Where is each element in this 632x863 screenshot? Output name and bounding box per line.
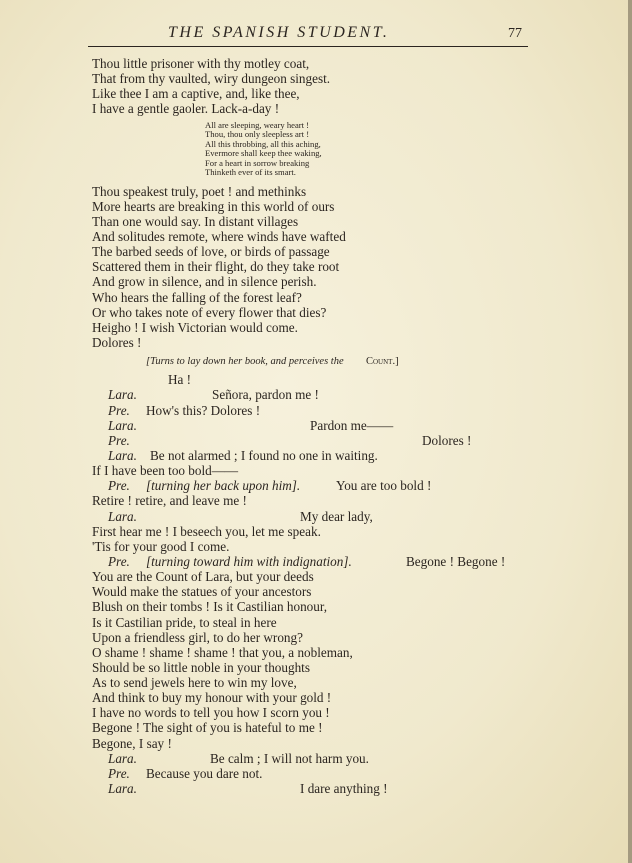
text-segment: All are sleeping, weary heart ! — [205, 119, 310, 130]
speaker-name: Lara. — [108, 781, 137, 797]
verse-line — [0, 259, 632, 274]
text-segment: I have a gentle gaoler. Lack-a-day ! — [92, 101, 280, 117]
text-segment: If I have been too bold—— — [92, 463, 239, 479]
text-segment: Or who takes note of every flower that dies? — [92, 304, 327, 320]
text-segment: And grow in silence, and in silence perish. — [92, 274, 317, 290]
text-segment: Heigho ! I wish Victorian would come. — [92, 319, 298, 335]
text-segment: Would make the statues of your ancestors — [92, 584, 312, 600]
running-header: THE SPANISH STUDENT. — [168, 24, 390, 41]
text-segment: 'Tis for your good I come. — [92, 538, 230, 554]
verse-line — [0, 71, 632, 86]
verse-line — [0, 675, 632, 690]
text-segment: Ha ! — [168, 372, 192, 388]
text-segment: Begone, I say ! — [92, 735, 172, 751]
verse-line — [0, 274, 632, 289]
speaker-name: Lara. — [108, 387, 137, 403]
verse-line — [0, 736, 632, 751]
verse-line — [0, 569, 632, 584]
text-segment: [turning her back upon him]. — [146, 478, 301, 494]
verse-line — [0, 478, 632, 493]
verse-line — [0, 335, 632, 350]
text-segment: [turning toward him with indignation]. — [146, 553, 352, 569]
speaker-name: Lara. — [108, 417, 137, 433]
verse-line — [0, 214, 632, 229]
song-line — [0, 149, 632, 159]
text-segment: Scattered them in their flight, do they take root — [92, 259, 340, 275]
text-segment: First hear me ! I beseech you, let me speak. — [92, 523, 321, 539]
text-segment: You are too bold ! — [336, 478, 432, 494]
verse-line — [0, 751, 632, 766]
stage-direction — [0, 354, 632, 369]
text-segment: Thou speakest truly, poet ! and methinks — [92, 183, 307, 199]
text-segment: Begone ! The sight of you is hateful to me ! — [92, 720, 323, 736]
verse-line — [0, 554, 632, 569]
verse-line — [0, 56, 632, 71]
speaker-name: Lara. — [108, 750, 137, 766]
verse-line — [0, 387, 632, 402]
text-segment: Who hears the falling of the forest leaf? — [92, 289, 302, 305]
speaker-name: Pre. — [108, 402, 130, 418]
text-segment: Be not alarmed ; I found no one in waiting. — [150, 447, 378, 463]
verse-line — [0, 524, 632, 539]
text-segment: Thou little prisoner with thy motley coat, — [92, 56, 310, 71]
verse-line — [0, 781, 632, 796]
text-segment: Dolores ! — [422, 432, 472, 448]
text-segment: Thinketh ever of its smart. — [205, 167, 296, 178]
speaker-name: Pre. — [108, 478, 130, 494]
text-segment: Like thee I am a captive, and, like thee, — [92, 86, 300, 102]
text-segment: My dear lady, — [300, 508, 373, 524]
verse-line — [0, 290, 632, 305]
verse-line — [0, 403, 632, 418]
text-segment: Because you dare not. — [146, 765, 263, 781]
verse-line — [0, 660, 632, 675]
text-segment: Than one would say. In distant villages — [92, 213, 299, 229]
text-segment: Is it Castilian pride, to steal in here — [92, 614, 277, 630]
text-segment: I dare anything ! — [300, 781, 388, 797]
page-edge — [628, 0, 632, 863]
text-segment: How's this? Dolores ! — [146, 402, 261, 418]
verse-line — [0, 493, 632, 508]
speaker-name: Lara. — [108, 508, 137, 524]
text-segment: Thou, thou only sleepless art ! — [205, 129, 310, 140]
verse-line — [0, 86, 632, 101]
verse-line — [0, 630, 632, 645]
verse-line — [0, 229, 632, 244]
verse-line — [0, 448, 632, 463]
verse-line — [0, 645, 632, 660]
verse-line — [0, 584, 632, 599]
verse-line — [0, 305, 632, 320]
text-segment: You are the Count of Lara, but your deeds — [92, 569, 314, 585]
text-segment: I have no words to tell you how I scorn you ! — [92, 705, 330, 721]
verse-line — [0, 244, 632, 259]
text-segment: For a heart in sorrow breaking — [205, 157, 310, 168]
song-line — [0, 159, 632, 169]
speaker-name: Pre. — [108, 765, 130, 781]
text-segment: Be calm ; I will not harm you. — [210, 750, 369, 766]
verse-line — [0, 320, 632, 335]
text-segment: More hearts are breaking in this world of ours — [92, 198, 335, 214]
text-segment: Dolores ! — [92, 334, 142, 350]
verse-line — [0, 418, 632, 433]
text-segment: Pardon me—— — [310, 417, 394, 433]
text-segment: Upon a friendless girl, to do her wrong? — [92, 629, 303, 645]
verse-line — [0, 615, 632, 630]
verse-line — [0, 690, 632, 705]
header-rule — [88, 46, 528, 47]
verse-line — [0, 539, 632, 554]
page-number: 77 — [508, 26, 522, 41]
text-segment: The barbed seeds of love, or birds of passage — [92, 244, 330, 260]
speaker-name: Pre. — [108, 432, 130, 448]
verse-line — [0, 720, 632, 735]
text-segment: [Turns to lay down her book, and perceives the — [146, 356, 344, 368]
speaker-name: Lara. — [108, 447, 137, 463]
verse-line — [0, 433, 632, 448]
text-segment: Should be so little noble in your thoughts — [92, 659, 310, 675]
text-segment: And solitudes remote, where winds have wafted — [92, 228, 346, 244]
text-segment: O shame ! shame ! shame ! that you, a nobleman, — [92, 644, 353, 660]
verse-line — [0, 509, 632, 524]
text-segment: Blush on their tombs ! Is it Castilian honour, — [92, 599, 328, 615]
song-line — [0, 121, 632, 131]
verse-line — [0, 766, 632, 781]
verse-line — [0, 463, 632, 478]
text-segment: All this throbbing, all this aching, — [205, 138, 321, 149]
verse-line — [0, 101, 632, 116]
text-segment: Señora, pardon me ! — [212, 387, 319, 403]
text-segment: As to send jewels here to win my love, — [92, 675, 297, 691]
text-segment: Retire ! retire, and leave me ! — [92, 493, 247, 509]
page-text — [0, 56, 632, 796]
verse-line — [0, 705, 632, 720]
verse-line — [0, 372, 632, 387]
speaker-name: Pre. — [108, 553, 130, 569]
text-segment: That from thy vaulted, wiry dungeon singest. — [92, 71, 331, 87]
verse-line — [0, 184, 632, 199]
text-segment: Begone ! Begone ! — [406, 553, 506, 569]
song-line — [0, 168, 632, 178]
text-segment: Count.] — [366, 356, 399, 368]
verse-line — [0, 199, 632, 214]
text-segment: And think to buy my honour with your gold ! — [92, 690, 332, 706]
text-segment: Evermore shall keep thee waking, — [205, 148, 322, 159]
verse-line — [0, 599, 632, 614]
